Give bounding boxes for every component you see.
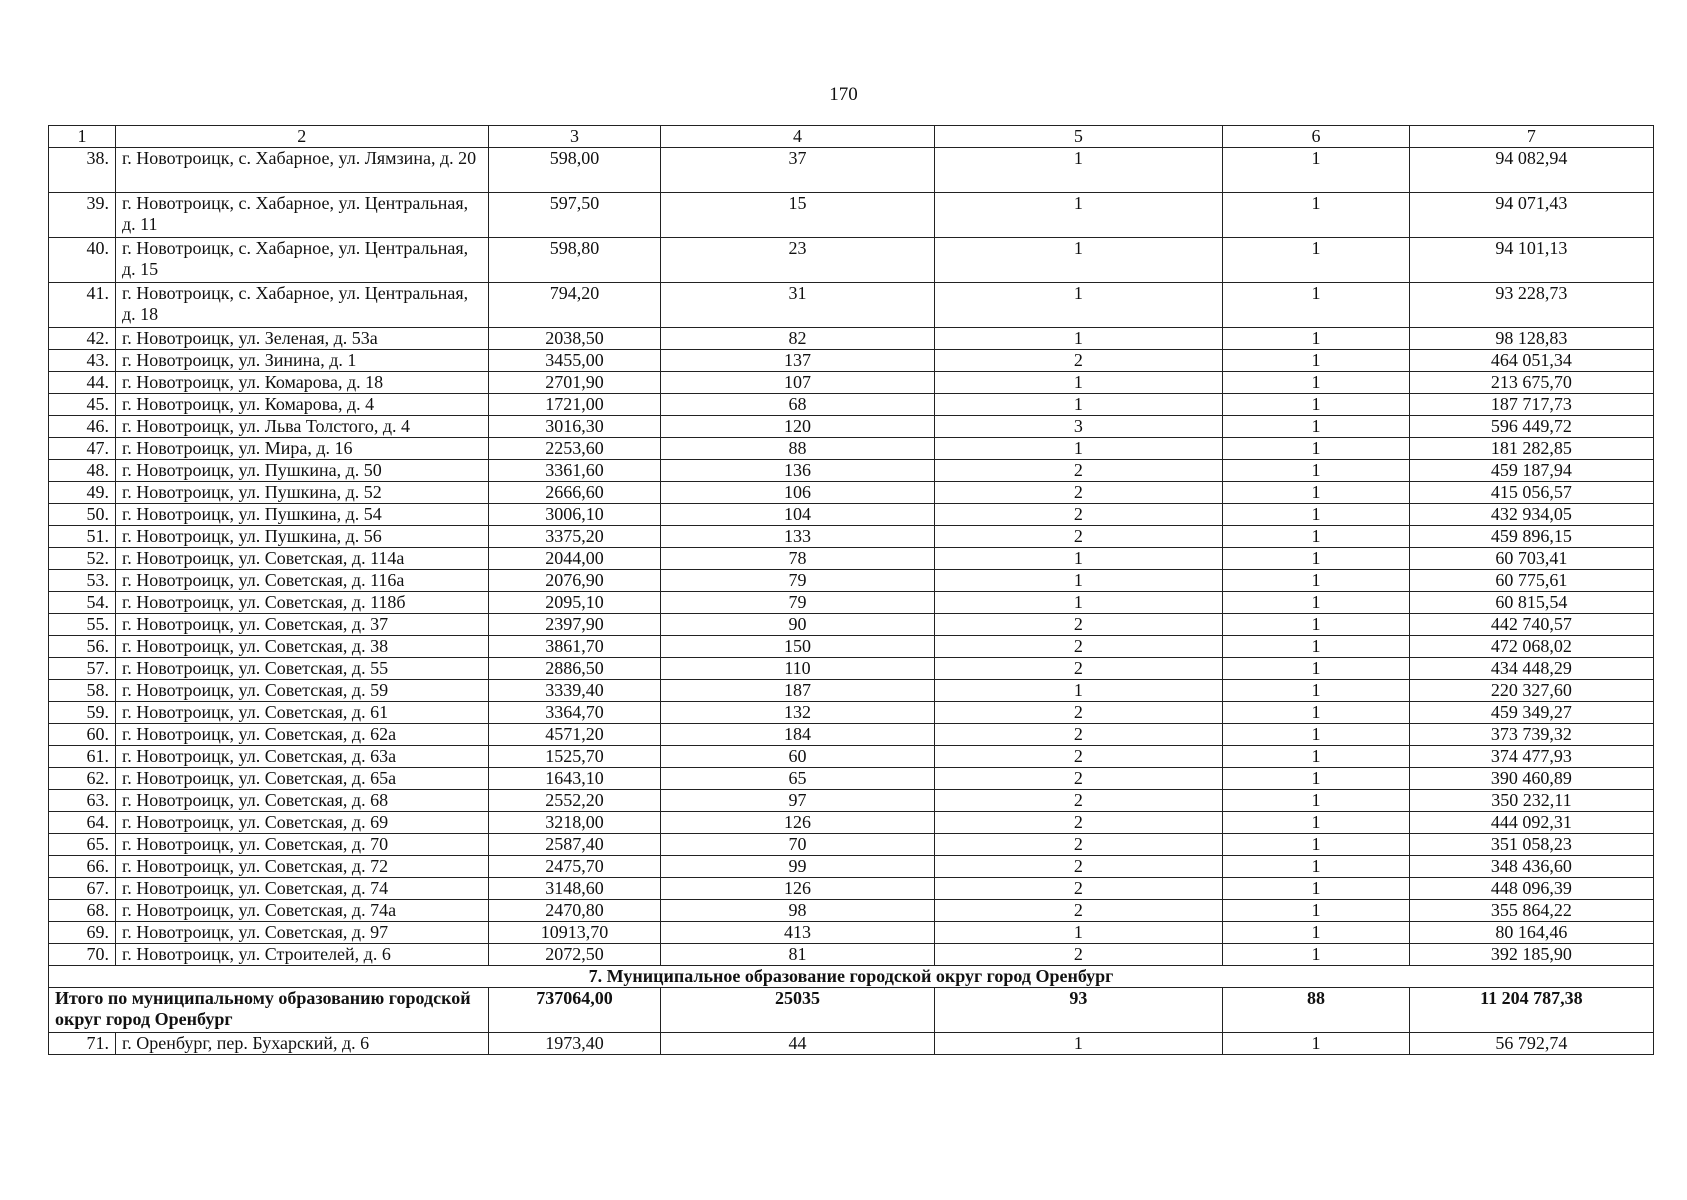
row-number: 47. [49, 438, 116, 460]
area-cell: 2038,50 [488, 328, 661, 350]
table-row [49, 658, 1654, 680]
area-cell: 3016,30 [488, 416, 661, 438]
area-cell: 3364,70 [488, 702, 661, 724]
address-cell: г. Новотроицк, ул. Пушкина, д. 50 [115, 460, 488, 482]
row-number: 52. [49, 548, 116, 570]
page-number: 170 [829, 84, 858, 105]
row-number: 39. [49, 193, 116, 238]
residents-cell: 110 [661, 658, 934, 680]
total-c4: 25035 [661, 988, 934, 1033]
col6-cell: 1 [1223, 283, 1410, 328]
residents-cell: 413 [661, 922, 934, 944]
address-cell: г. Новотроицк, ул. Советская, д. 72 [115, 856, 488, 878]
table-row [49, 570, 1654, 592]
header-cell: 5 [934, 126, 1222, 148]
address-cell: г. Новотроицк, ул. Советская, д. 69 [115, 812, 488, 834]
cost-cell: 220 327,60 [1409, 680, 1653, 702]
col5-cell: 1 [934, 328, 1222, 350]
row-number: 56. [49, 636, 116, 658]
residents-cell: 15 [661, 193, 934, 238]
col6-cell: 1 [1223, 460, 1410, 482]
residents-cell: 44 [661, 1033, 934, 1055]
residents-cell: 137 [661, 350, 934, 372]
residents-cell: 126 [661, 812, 934, 834]
cost-cell: 434 448,29 [1409, 658, 1653, 680]
address-cell: г. Новотроицк, ул. Советская, д. 114а [115, 548, 488, 570]
cost-cell: 93 228,73 [1409, 283, 1653, 328]
cost-cell: 459 349,27 [1409, 702, 1653, 724]
area-cell: 1525,70 [488, 746, 661, 768]
residents-cell: 70 [661, 834, 934, 856]
col5-cell: 2 [934, 900, 1222, 922]
cost-cell: 472 068,02 [1409, 636, 1653, 658]
residents-cell: 79 [661, 592, 934, 614]
address-cell: г. Новотроицк, ул. Мира, д. 16 [115, 438, 488, 460]
row-number: 57. [49, 658, 116, 680]
col5-cell: 1 [934, 372, 1222, 394]
col5-cell: 2 [934, 768, 1222, 790]
col6-cell: 1 [1223, 416, 1410, 438]
col6-cell: 1 [1223, 856, 1410, 878]
table-row [49, 856, 1654, 878]
area-cell: 3455,00 [488, 350, 661, 372]
row-number: 67. [49, 878, 116, 900]
address-cell: г. Новотроицк, ул. Пушкина, д. 52 [115, 482, 488, 504]
address-cell: г. Новотроицк, ул. Советская, д. 74 [115, 878, 488, 900]
section-title: 7. Муниципальное образование городской округ город Оренбург [49, 966, 1654, 988]
cost-cell: 392 185,90 [1409, 944, 1653, 966]
address-cell: г. Новотроицк, ул. Льва Толстого, д. 4 [115, 416, 488, 438]
row-number: 55. [49, 614, 116, 636]
col5-cell: 1 [934, 570, 1222, 592]
table-row [49, 504, 1654, 526]
col5-cell: 2 [934, 636, 1222, 658]
cost-cell: 60 815,54 [1409, 592, 1653, 614]
row-number: 46. [49, 416, 116, 438]
col6-cell: 1 [1223, 724, 1410, 746]
residents-cell: 82 [661, 328, 934, 350]
cost-cell: 351 058,23 [1409, 834, 1653, 856]
total-c7: 11 204 787,38 [1409, 988, 1653, 1033]
cost-cell: 444 092,31 [1409, 812, 1653, 834]
col6-cell: 1 [1223, 350, 1410, 372]
area-cell: 2886,50 [488, 658, 661, 680]
residents-cell: 150 [661, 636, 934, 658]
col6-cell: 1 [1223, 636, 1410, 658]
col6-cell: 1 [1223, 922, 1410, 944]
col6-cell: 1 [1223, 394, 1410, 416]
col5-cell: 2 [934, 482, 1222, 504]
col6-cell: 1 [1223, 193, 1410, 238]
cost-cell: 56 792,74 [1409, 1033, 1653, 1055]
table-row [49, 812, 1654, 834]
area-cell: 3375,20 [488, 526, 661, 548]
table-row [49, 526, 1654, 548]
cost-cell: 80 164,46 [1409, 922, 1653, 944]
table-row [49, 900, 1654, 922]
area-cell: 2552,20 [488, 790, 661, 812]
cost-cell: 374 477,93 [1409, 746, 1653, 768]
col5-cell: 1 [934, 394, 1222, 416]
residents-cell: 65 [661, 768, 934, 790]
header-cell: 2 [115, 126, 488, 148]
residents-cell: 187 [661, 680, 934, 702]
col6-cell: 1 [1223, 944, 1410, 966]
area-cell: 2044,00 [488, 548, 661, 570]
col6-cell: 1 [1223, 790, 1410, 812]
total-label: Итого по муниципальному образованию городской округ город Оренбург [49, 988, 489, 1033]
total-c3: 737064,00 [488, 988, 661, 1033]
cost-cell: 415 056,57 [1409, 482, 1653, 504]
area-cell: 1643,10 [488, 768, 661, 790]
residents-cell: 98 [661, 900, 934, 922]
col5-cell: 1 [934, 238, 1222, 283]
col6-cell: 1 [1223, 482, 1410, 504]
col6-cell: 1 [1223, 702, 1410, 724]
col5-cell: 2 [934, 614, 1222, 636]
address-cell: г. Новотроицк, ул. Зинина, д. 1 [115, 350, 488, 372]
cost-cell: 187 717,73 [1409, 394, 1653, 416]
address-cell: г. Новотроицк, ул. Строителей, д. 6 [115, 944, 488, 966]
address-cell: г. Новотроицк, ул. Советская, д. 68 [115, 790, 488, 812]
address-cell: г. Новотроицк, с. Хабарное, ул. Лямзина, д. 20 [115, 148, 488, 193]
col6-cell: 1 [1223, 372, 1410, 394]
address-cell: г. Новотроицк, ул. Советская, д. 118б [115, 592, 488, 614]
address-cell: г. Новотроицк, ул. Пушкина, д. 56 [115, 526, 488, 548]
address-cell: г. Новотроицк, ул. Советская, д. 62а [115, 724, 488, 746]
col6-cell: 1 [1223, 746, 1410, 768]
residents-cell: 107 [661, 372, 934, 394]
area-cell: 10913,70 [488, 922, 661, 944]
col5-cell: 1 [934, 592, 1222, 614]
row-number: 40. [49, 238, 116, 283]
table-row [49, 834, 1654, 856]
row-number: 41. [49, 283, 116, 328]
residents-cell: 90 [661, 614, 934, 636]
row-number: 69. [49, 922, 116, 944]
area-cell: 4571,20 [488, 724, 661, 746]
address-cell: г. Новотроицк, с. Хабарное, ул. Центральная, д. 18 [115, 283, 488, 328]
residents-cell: 60 [661, 746, 934, 768]
col5-cell: 1 [934, 680, 1222, 702]
row-number: 43. [49, 350, 116, 372]
area-cell: 3148,60 [488, 878, 661, 900]
header-cell: 3 [488, 126, 661, 148]
table-row [49, 1033, 1654, 1055]
table-row [49, 438, 1654, 460]
table-row [49, 548, 1654, 570]
col6-cell: 1 [1223, 680, 1410, 702]
row-number: 48. [49, 460, 116, 482]
row-number: 38. [49, 148, 116, 193]
cost-cell: 213 675,70 [1409, 372, 1653, 394]
header-cell: 6 [1223, 126, 1410, 148]
row-number: 45. [49, 394, 116, 416]
col5-cell: 2 [934, 944, 1222, 966]
area-cell: 3861,70 [488, 636, 661, 658]
col6-cell: 1 [1223, 592, 1410, 614]
col5-cell: 1 [934, 922, 1222, 944]
col5-cell: 2 [934, 526, 1222, 548]
table-row [49, 922, 1654, 944]
table-row [49, 746, 1654, 768]
area-cell: 3339,40 [488, 680, 661, 702]
residents-cell: 184 [661, 724, 934, 746]
col6-cell: 1 [1223, 878, 1410, 900]
col5-cell: 2 [934, 658, 1222, 680]
table-row [49, 482, 1654, 504]
col5-cell: 2 [934, 812, 1222, 834]
cost-cell: 459 896,15 [1409, 526, 1653, 548]
row-number: 66. [49, 856, 116, 878]
row-number: 54. [49, 592, 116, 614]
cost-cell: 448 096,39 [1409, 878, 1653, 900]
col6-cell: 1 [1223, 504, 1410, 526]
col5-cell: 3 [934, 416, 1222, 438]
residents-cell: 136 [661, 460, 934, 482]
row-number: 53. [49, 570, 116, 592]
cost-cell: 94 071,43 [1409, 193, 1653, 238]
col6-cell: 1 [1223, 238, 1410, 283]
address-cell: г. Новотроицк, ул. Пушкина, д. 54 [115, 504, 488, 526]
residents-cell: 31 [661, 283, 934, 328]
row-number: 50. [49, 504, 116, 526]
table-row [49, 944, 1654, 966]
cost-cell: 373 739,32 [1409, 724, 1653, 746]
table-row [49, 238, 1654, 283]
col5-cell: 2 [934, 350, 1222, 372]
col6-cell: 1 [1223, 328, 1410, 350]
col5-cell: 1 [934, 283, 1222, 328]
col6-cell: 1 [1223, 570, 1410, 592]
residents-cell: 106 [661, 482, 934, 504]
area-cell: 3361,60 [488, 460, 661, 482]
area-cell: 2666,60 [488, 482, 661, 504]
area-cell: 2095,10 [488, 592, 661, 614]
col5-cell: 2 [934, 790, 1222, 812]
residents-cell: 81 [661, 944, 934, 966]
table-row [49, 193, 1654, 238]
area-cell: 2076,90 [488, 570, 661, 592]
residents-cell: 97 [661, 790, 934, 812]
col5-cell: 1 [934, 438, 1222, 460]
residents-cell: 126 [661, 878, 934, 900]
address-cell: г. Оренбург, пер. Бухарский, д. 6 [115, 1033, 488, 1055]
area-cell: 2397,90 [488, 614, 661, 636]
residents-cell: 78 [661, 548, 934, 570]
table-row [49, 328, 1654, 350]
area-cell: 1721,00 [488, 394, 661, 416]
table-row [49, 768, 1654, 790]
row-number: 65. [49, 834, 116, 856]
table-row [49, 283, 1654, 328]
table-row [49, 790, 1654, 812]
col5-cell: 1 [934, 1033, 1222, 1055]
residents-cell: 68 [661, 394, 934, 416]
address-cell: г. Новотроицк, ул. Советская, д. 97 [115, 922, 488, 944]
row-number: 63. [49, 790, 116, 812]
col6-cell: 1 [1223, 812, 1410, 834]
address-cell: г. Новотроицк, ул. Советская, д. 37 [115, 614, 488, 636]
address-cell: г. Новотроицк, ул. Советская, д. 70 [115, 834, 488, 856]
cost-cell: 596 449,72 [1409, 416, 1653, 438]
residents-cell: 99 [661, 856, 934, 878]
cost-cell: 348 436,60 [1409, 856, 1653, 878]
address-cell: г. Новотроицк, ул. Комарова, д. 4 [115, 394, 488, 416]
col5-cell: 2 [934, 878, 1222, 900]
cost-cell: 350 232,11 [1409, 790, 1653, 812]
col5-cell: 1 [934, 548, 1222, 570]
address-cell: г. Новотроицк, ул. Зеленая, д. 53а [115, 328, 488, 350]
cost-cell: 181 282,85 [1409, 438, 1653, 460]
area-cell: 2475,70 [488, 856, 661, 878]
header-cell: 7 [1409, 126, 1653, 148]
table-row [49, 416, 1654, 438]
cost-cell: 94 101,13 [1409, 238, 1653, 283]
row-number: 58. [49, 680, 116, 702]
row-number: 42. [49, 328, 116, 350]
address-cell: г. Новотроицк, ул. Комарова, д. 18 [115, 372, 488, 394]
table-row [49, 680, 1654, 702]
row-number: 68. [49, 900, 116, 922]
residents-cell: 37 [661, 148, 934, 193]
table-row [49, 394, 1654, 416]
area-cell: 2587,40 [488, 834, 661, 856]
col6-cell: 1 [1223, 1033, 1410, 1055]
col6-cell: 1 [1223, 614, 1410, 636]
table-row [49, 350, 1654, 372]
table-row [49, 702, 1654, 724]
col6-cell: 1 [1223, 148, 1410, 193]
area-cell: 3006,10 [488, 504, 661, 526]
residents-cell: 79 [661, 570, 934, 592]
area-cell: 1973,40 [488, 1033, 661, 1055]
address-cell: г. Новотроицк, ул. Советская, д. 74а [115, 900, 488, 922]
residents-cell: 104 [661, 504, 934, 526]
address-cell: г. Новотроицк, с. Хабарное, ул. Центральная, д. 11 [115, 193, 488, 238]
cost-cell: 464 051,34 [1409, 350, 1653, 372]
cost-cell: 442 740,57 [1409, 614, 1653, 636]
table-row [49, 614, 1654, 636]
residents-cell: 133 [661, 526, 934, 548]
total-c6: 88 [1223, 988, 1410, 1033]
address-cell: г. Новотроицк, ул. Советская, д. 38 [115, 636, 488, 658]
address-cell: г. Новотроицк, ул. Советская, д. 61 [115, 702, 488, 724]
col5-cell: 2 [934, 504, 1222, 526]
table-row [49, 148, 1654, 193]
row-number: 71. [49, 1033, 116, 1055]
total-c5: 93 [934, 988, 1222, 1033]
row-number: 64. [49, 812, 116, 834]
col5-cell: 2 [934, 702, 1222, 724]
row-number: 62. [49, 768, 116, 790]
cost-cell: 355 864,22 [1409, 900, 1653, 922]
area-cell: 2701,90 [488, 372, 661, 394]
cost-cell: 98 128,83 [1409, 328, 1653, 350]
col6-cell: 1 [1223, 834, 1410, 856]
area-cell: 2253,60 [488, 438, 661, 460]
cost-cell: 390 460,89 [1409, 768, 1653, 790]
row-number: 44. [49, 372, 116, 394]
address-cell: г. Новотроицк, ул. Советская, д. 59 [115, 680, 488, 702]
area-cell: 2072,50 [488, 944, 661, 966]
table-row [49, 460, 1654, 482]
col5-cell: 2 [934, 856, 1222, 878]
section-row [49, 966, 1654, 988]
header-cell: 4 [661, 126, 934, 148]
table-row [49, 878, 1654, 900]
col6-cell: 1 [1223, 900, 1410, 922]
residents-cell: 23 [661, 238, 934, 283]
address-cell: г. Новотроицк, ул. Советская, д. 65а [115, 768, 488, 790]
col5-cell: 2 [934, 460, 1222, 482]
header-cell: 1 [49, 126, 116, 148]
row-number: 59. [49, 702, 116, 724]
cost-cell: 60 775,61 [1409, 570, 1653, 592]
housing-table [48, 125, 1654, 1055]
table-row [49, 724, 1654, 746]
col6-cell: 1 [1223, 548, 1410, 570]
table-row [49, 592, 1654, 614]
col5-cell: 2 [934, 724, 1222, 746]
cost-cell: 60 703,41 [1409, 548, 1653, 570]
table-row [49, 636, 1654, 658]
residents-cell: 120 [661, 416, 934, 438]
col5-cell: 1 [934, 148, 1222, 193]
row-number: 49. [49, 482, 116, 504]
residents-cell: 132 [661, 702, 934, 724]
row-number: 60. [49, 724, 116, 746]
area-cell: 3218,00 [488, 812, 661, 834]
cost-cell: 94 082,94 [1409, 148, 1653, 193]
address-cell: г. Новотроицк, с. Хабарное, ул. Центральная, д. 15 [115, 238, 488, 283]
col5-cell: 2 [934, 834, 1222, 856]
header-row [49, 126, 1654, 148]
area-cell: 597,50 [488, 193, 661, 238]
cost-cell: 459 187,94 [1409, 460, 1653, 482]
address-cell: г. Новотроицк, ул. Советская, д. 116а [115, 570, 488, 592]
row-number: 51. [49, 526, 116, 548]
total-row [49, 988, 1654, 1033]
area-cell: 2470,80 [488, 900, 661, 922]
address-cell: г. Новотроицк, ул. Советская, д. 63а [115, 746, 488, 768]
col5-cell: 2 [934, 746, 1222, 768]
table-row [49, 372, 1654, 394]
col6-cell: 1 [1223, 438, 1410, 460]
area-cell: 598,80 [488, 238, 661, 283]
row-number: 70. [49, 944, 116, 966]
col6-cell: 1 [1223, 526, 1410, 548]
residents-cell: 88 [661, 438, 934, 460]
cost-cell: 432 934,05 [1409, 504, 1653, 526]
area-cell: 794,20 [488, 283, 661, 328]
col6-cell: 1 [1223, 768, 1410, 790]
col5-cell: 1 [934, 193, 1222, 238]
row-number: 61. [49, 746, 116, 768]
col6-cell: 1 [1223, 658, 1410, 680]
address-cell: г. Новотроицк, ул. Советская, д. 55 [115, 658, 488, 680]
area-cell: 598,00 [488, 148, 661, 193]
